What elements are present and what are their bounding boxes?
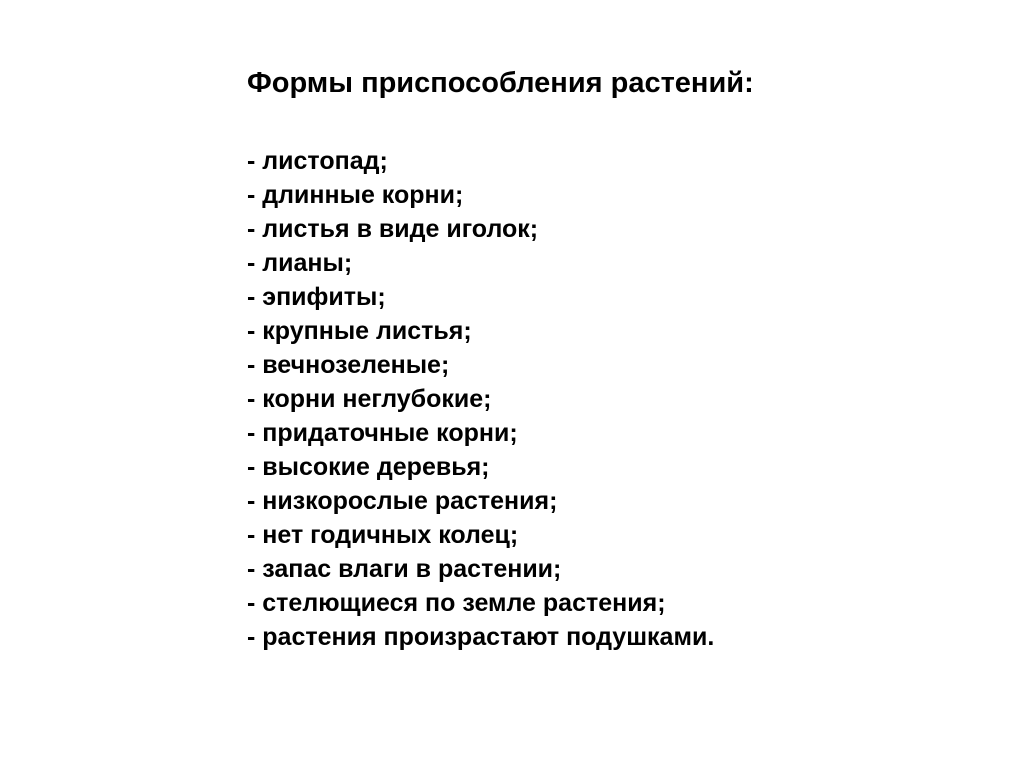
list-item: - эпифиты;: [247, 283, 386, 311]
list-item: - растения произрастают подушками.: [247, 623, 715, 651]
list-item: - корни неглубокие;: [247, 385, 492, 413]
list-item: - лианы;: [247, 249, 353, 277]
slide-title: Формы приспособления растений:: [247, 67, 754, 99]
list-item: - высокие деревья;: [247, 453, 490, 481]
list-item: - листья в виде иголок;: [247, 215, 539, 243]
adaptation-list: [247, 144, 714, 654]
list-item: - стелющиеся по земле растения;: [247, 589, 666, 617]
list-item: - длинные корни;: [247, 181, 464, 209]
slide-content: [247, 64, 947, 651]
list-item: - нет годичных колец;: [247, 521, 519, 549]
list-item: - запас влаги в растении;: [247, 555, 562, 583]
list-item: - крупные листья;: [247, 317, 472, 345]
list-item: - вечнозеленые;: [247, 351, 450, 379]
list-item: - придаточные корни;: [247, 419, 518, 447]
list-item: - листопад;: [247, 147, 388, 175]
list-item: - низкорослые растения;: [247, 487, 558, 515]
